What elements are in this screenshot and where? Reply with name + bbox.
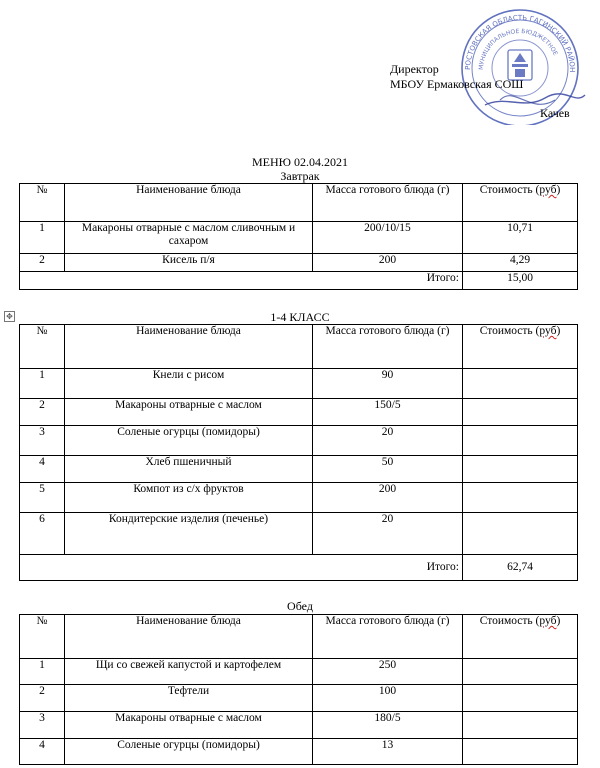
section-title-lunch: Обед [287, 599, 313, 613]
col-header-cost: Стоимость (руб) [463, 615, 578, 659]
table-row: 4 Хлеб пшеничный 50 [20, 456, 578, 483]
table-row: 2 Тефтели 100 [20, 685, 578, 712]
col-header-name: Наименование блюда [65, 615, 313, 659]
director-title: Директор [390, 62, 439, 76]
table-row: 6 Кондитерские изделия (печенье) 20 [20, 513, 578, 555]
table-row: 2 Макароны отварные с маслом 150/5 [20, 399, 578, 426]
total-label: Итого: [20, 272, 463, 290]
total-row [20, 272, 578, 290]
table-header-row [20, 325, 578, 369]
table-row: 1 Макароны отварные с маслом сливочным и сахаром 200/10/15 10,71 [20, 222, 578, 254]
col-header-mass: Масса готового блюда (г) [313, 184, 463, 222]
col-header-num: № [20, 325, 65, 369]
table-row: 5 Компот из с/х фруктов 200 [20, 483, 578, 513]
table-row: 4 Соленые огурцы (помидоры) 13 [20, 739, 578, 765]
col-header-cost: Стоимость (руб) [463, 184, 578, 222]
table-move-handle-icon[interactable]: ✥ [4, 311, 15, 322]
col-header-mass: Масса готового блюда (г) [313, 325, 463, 369]
lunch-table [19, 614, 578, 765]
total-row [20, 555, 578, 581]
section-title-breakfast: Завтрак [280, 169, 320, 183]
col-header-cost: Стоимость (руб) [463, 325, 578, 369]
section-title-grades: 1-4 КЛАСС [270, 310, 330, 324]
grades-1-4-table [19, 324, 578, 581]
table-row: 1 Кнели с рисом 90 [20, 369, 578, 399]
svg-text:РОСТОВСКАЯ ОБЛАСТЬ ГАГИНСКИЙ Р: РОСТОВСКАЯ ОБЛАСТЬ ГАГИНСКИЙ РАЙОН [463, 13, 577, 73]
menu-title: МЕНЮ 02.04.2021 [252, 155, 348, 169]
table-row: 3 Макароны отварные с маслом 180/5 [20, 712, 578, 739]
table-header-row [20, 184, 578, 222]
table-row: 2 Кисель п/я 200 4,29 [20, 254, 578, 272]
school-name: МБОУ Ермаковская СОШ [390, 77, 524, 91]
col-header-name: Наименование блюда [65, 325, 313, 369]
table-row: 3 Соленые огурцы (помидоры) 20 [20, 426, 578, 456]
col-header-num: № [20, 615, 65, 659]
col-header-num: № [20, 184, 65, 222]
col-header-name: Наименование блюда [65, 184, 313, 222]
director-name: Качев [540, 106, 570, 120]
official-seal-stamp [445, 0, 595, 125]
table-header-row [20, 615, 578, 659]
total-label: Итого: [20, 555, 463, 581]
svg-text:МУНИЦИПАЛЬНОЕ БЮДЖЕТНОЕ: МУНИЦИПАЛЬНОЕ БЮДЖЕТНОЕ [477, 27, 559, 71]
col-header-mass: Масса готового блюда (г) [313, 615, 463, 659]
breakfast-table [19, 183, 578, 290]
total-value: 15,00 [463, 272, 578, 290]
total-value: 62,74 [463, 555, 578, 581]
table-row: 1 Щи со свежей капустой и картофелем 250 [20, 659, 578, 685]
